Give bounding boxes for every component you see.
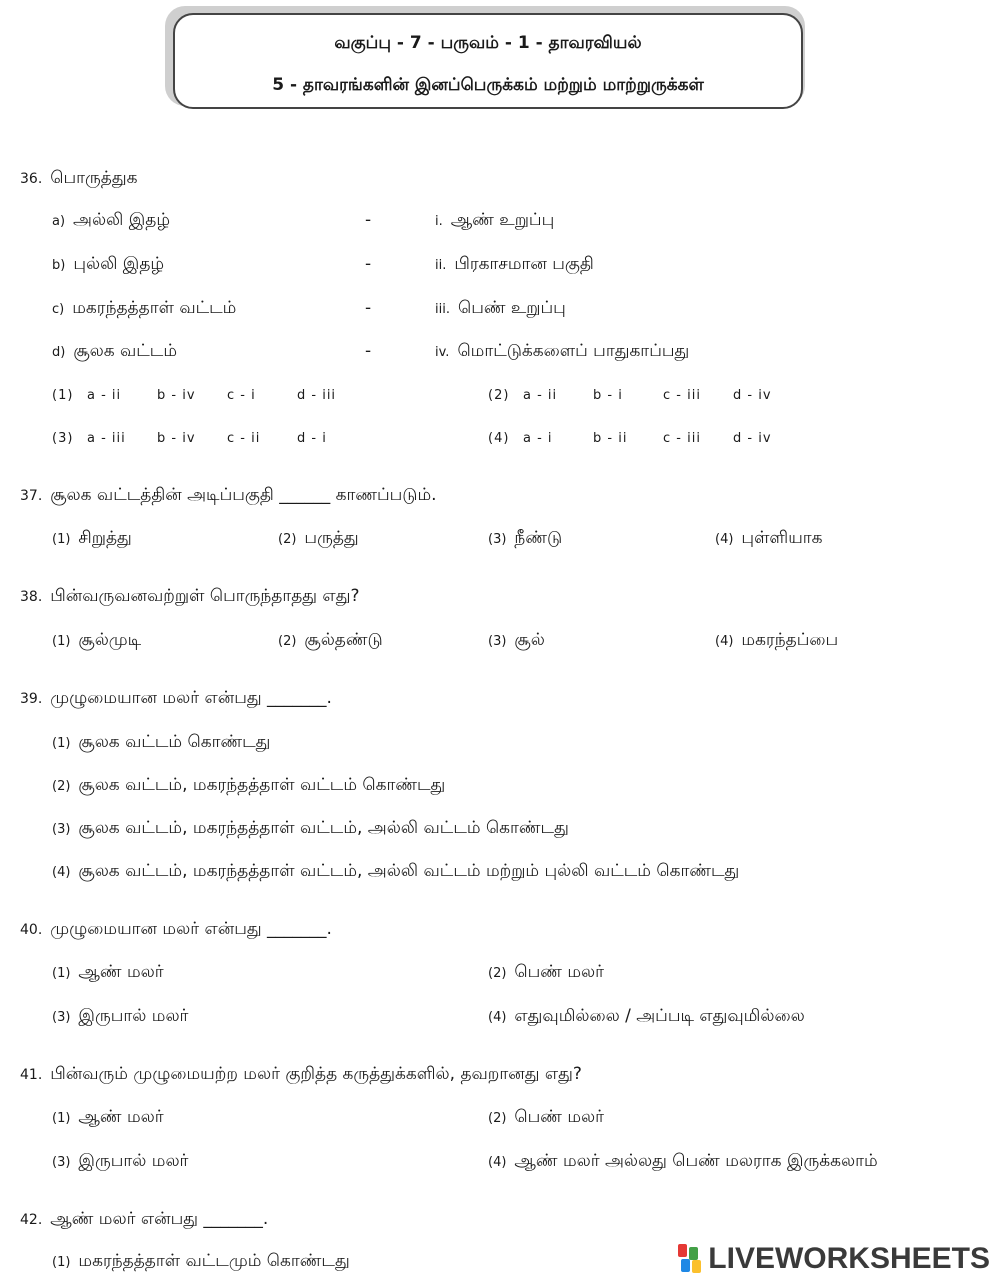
match-right-i: i. ஆண் உறுப்பு — [435, 210, 555, 230]
question-40: 40. முழுமையான மலர் என்பது _______. — [20, 919, 332, 939]
header-box — [173, 13, 803, 109]
question-37: 37. சூலக வட்டத்தின் அடிப்பகுதி ______ காணப்படும். — [20, 485, 437, 505]
option-2[interactable]: (2) பெண் மலர் — [488, 962, 605, 982]
match-left-c: c) மகரந்தத்தாள் வட்டம் — [52, 298, 237, 318]
option-4[interactable]: (4) ஆண் மலர் அல்லது பெண் மலராக இருக்கலாம் — [488, 1151, 878, 1171]
liveworksheets-logo-icon — [678, 1244, 704, 1274]
header-title: வகுப்பு - 7 - பருவம் - 1 - தாவரவியல் — [334, 33, 642, 53]
question-41: 41. பின்வரும் முழுமையற்ற மலர் குறித்த கருத்துக்களில், தவறானது எது? — [20, 1064, 582, 1084]
match-right-iii: iii. பெண் உறுப்பு — [435, 298, 566, 318]
option-2[interactable]: (2) சூல்தண்டு — [278, 630, 383, 650]
question-text: பொருத்துக — [50, 168, 138, 188]
option-1[interactable]: (1) சூலக வட்டம் கொண்டது — [52, 732, 271, 752]
option-3[interactable]: (3) இருபால் மலர் — [52, 1151, 189, 1171]
header-subtitle: 5 - தாவரங்களின் இனப்பெருக்கம் மற்றும் மாற்றுருக்கள் — [272, 75, 704, 95]
option-3[interactable]: (3) a - iii b - iv c - ii d - i — [52, 431, 327, 446]
match-left-a: a) அல்லி இதழ் — [52, 210, 171, 230]
option-4[interactable]: (4) புள்ளியாக — [715, 528, 823, 548]
option-3[interactable]: (3) நீண்டு — [488, 528, 563, 548]
option-4[interactable]: (4) சூலக வட்டம், மகரந்தத்தாள் வட்டம், அல்லி வட்டம் மற்றும் புல்லி வட்டம் கொண்டது — [52, 861, 740, 881]
match-dash: - — [365, 298, 372, 318]
question-38: 38. பின்வருவனவற்றுள் பொருந்தாதது எது? — [20, 586, 360, 606]
logo-block — [678, 1244, 687, 1257]
option-2[interactable]: (2) பருத்து — [278, 528, 359, 548]
option-1[interactable]: (1) மகரந்தத்தாள் வட்டமும் கொண்டது — [52, 1251, 350, 1271]
option-4[interactable]: (4) மகரந்தப்பை — [715, 630, 839, 650]
match-dash: - — [365, 210, 372, 230]
question-39: 39. முழுமையான மலர் என்பது _______. — [20, 688, 332, 708]
option-1[interactable]: (1) ஆண் மலர் — [52, 962, 164, 982]
option-1[interactable]: (1) சிறுத்து — [52, 528, 132, 548]
option-4[interactable]: (4) a - i b - ii c - iii d - iv — [488, 431, 772, 446]
option-3[interactable]: (3) சூலக வட்டம், மகரந்தத்தாள் வட்டம், அல்லி வட்டம் கொண்டது — [52, 818, 569, 838]
logo-block — [689, 1247, 698, 1260]
match-left-d: d) சூலக வட்டம் — [52, 341, 177, 361]
question-42: 42. ஆண் மலர் என்பது _______. — [20, 1209, 269, 1229]
option-3[interactable]: (3) இருபால் மலர் — [52, 1006, 189, 1026]
option-2[interactable]: (2) சூலக வட்டம், மகரந்தத்தாள் வட்டம் கொண்டது — [52, 775, 446, 795]
match-dash: - — [365, 254, 372, 274]
option-2[interactable]: (2) a - ii b - i c - iii d - iv — [488, 388, 772, 403]
option-1[interactable]: (1) சூல்முடி — [52, 630, 142, 650]
question-number: 36. — [20, 171, 43, 187]
logo-block — [692, 1260, 701, 1273]
match-right-ii: ii. பிரகாசமான பகுதி — [435, 254, 594, 274]
question-36 — [20, 168, 137, 190]
liveworksheets-logo — [678, 1242, 990, 1276]
match-right-iv: iv. மொட்டுக்களைப் பாதுகாப்பது — [435, 341, 690, 361]
option-4[interactable]: (4) எதுவுமில்லை / அப்படி எதுவுமில்லை — [488, 1006, 805, 1026]
match-left-b: b) புல்லி இதழ் — [52, 254, 165, 274]
option-1[interactable]: (1) ஆண் மலர் — [52, 1107, 164, 1127]
option-1[interactable]: (1) a - ii b - iv c - i d - iii — [52, 388, 337, 403]
logo-block — [681, 1259, 690, 1272]
logo-text: LIVEWORKSHEETS — [708, 1242, 990, 1275]
match-dash: - — [365, 341, 372, 361]
option-2[interactable]: (2) பெண் மலர் — [488, 1107, 605, 1127]
option-3[interactable]: (3) சூல் — [488, 630, 545, 650]
